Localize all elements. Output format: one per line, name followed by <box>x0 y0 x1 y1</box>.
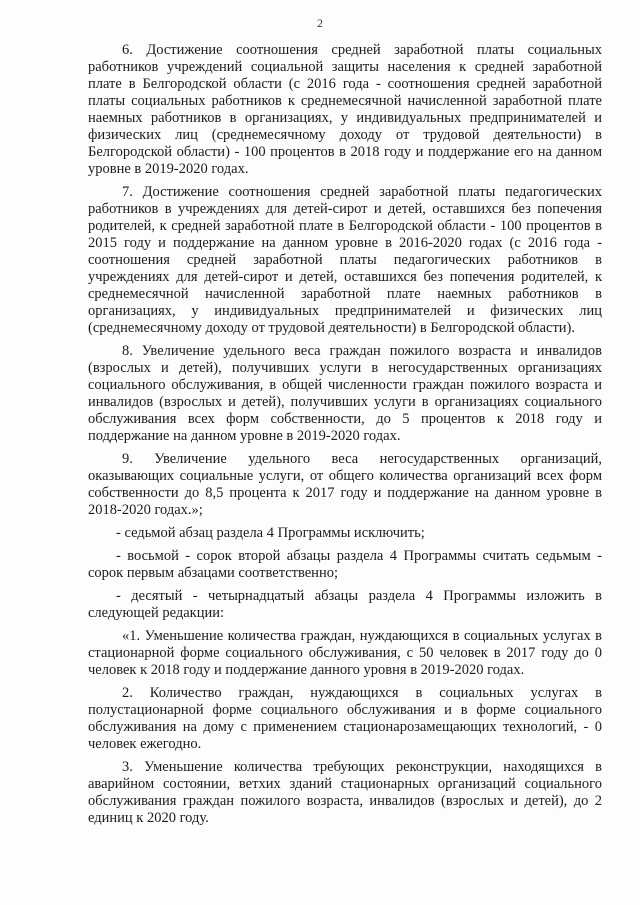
paragraph-item-7: 7. Достижение соотношения средней заработной платы педагогических работников в учреждениях для детей-сирот и детей, оставшихся без попечения родителей, к средней заработной плате в Белгородской области - 100 процентов в 2015 году и поддержание на данном уровне в 2016-2020 годах (с 2016 года - соотношения средней заработной платы педагогических работников в учреждениях для детей-сирот и детей, оставшихся без попечения родителей, к среднемесячной начисленной заработной плате наемных работников в организациях, у индивидуальных предпринимателей и физических лиц (среднемесячному доходу от трудовой деятельности) в Белгородской области). <box>88 184 602 336</box>
page-number: 2 <box>317 16 323 30</box>
paragraph-item-9: 9. Увеличение удельного веса негосударственных организаций, оказывающих социальные услуги, от общего количества организаций всех форм собственности до 8,5 процента к 2017 году и поддержание на данном уровне в 2018-2020 годах.»; <box>88 451 602 518</box>
paragraph-item-8: 8. Увеличение удельного веса граждан пожилого возраста и инвалидов (взрослых и детей), получивших услуги в негосударственных организациях социального обслуживания, в общей численности граждан пожилого возраста и инвалидов (взрослых и детей), получивших услуги в организациях социального обслуживания всех форм собственности, до 5 процентов к 2018 году и поддержание на данном уровне в 2019-2020 годах. <box>88 343 602 444</box>
paragraph-item-6: 6. Достижение соотношения средней заработной платы социальных работников учреждений социальной защиты населения к средней заработной плате в Белгородской области (с 2016 года - соотношения средней заработной платы социальных работников к среднемесячной начисленной заработной плате наемных работников в организациях, у индивидуальных предпринимателей и физических лиц (среднемесячному доходу от трудовой деятельности) в Белгородской области) - 100 процентов в 2018 году и поддержание его на данном уровне в 2019-2020 годах. <box>88 42 602 177</box>
document-body <box>88 42 602 833</box>
amendment-renumber: - восьмой - сорок второй абзацы раздела 4 Программы считать седьмым - сорок первым абзацами соответственно; <box>88 548 602 581</box>
new-item-2: 2. Количество граждан, нуждающихся в социальных услугах в полустационарной форме социального обслуживания и в форме социального обслуживания на дому с применением стационарозамещающих технологий, - 0 человек ежегодно. <box>88 685 602 752</box>
new-item-1: «1. Уменьшение количества граждан, нуждающихся в социальных услугах в стационарной форме социального обслуживания, с 50 человек в 2017 году до 0 человек к 2018 году и поддержание данного уровня в 2019-2020 годах. <box>88 628 602 678</box>
amendment-exclude-seventh: - седьмой абзац раздела 4 Программы исключить; <box>116 525 425 541</box>
new-item-3: 3. Уменьшение количества требующих реконструкции, находящихся в аварийном состоянии, ветхих зданий стационарных организаций социального обслуживания граждан пожилого возраста, инвалидов (взрослых и детей), до 2 единиц к 2020 году. <box>88 759 602 826</box>
amendment-new-wording: - десятый - четырнадцатый абзацы раздела 4 Программы изложить в следующей редакции: <box>88 588 602 621</box>
